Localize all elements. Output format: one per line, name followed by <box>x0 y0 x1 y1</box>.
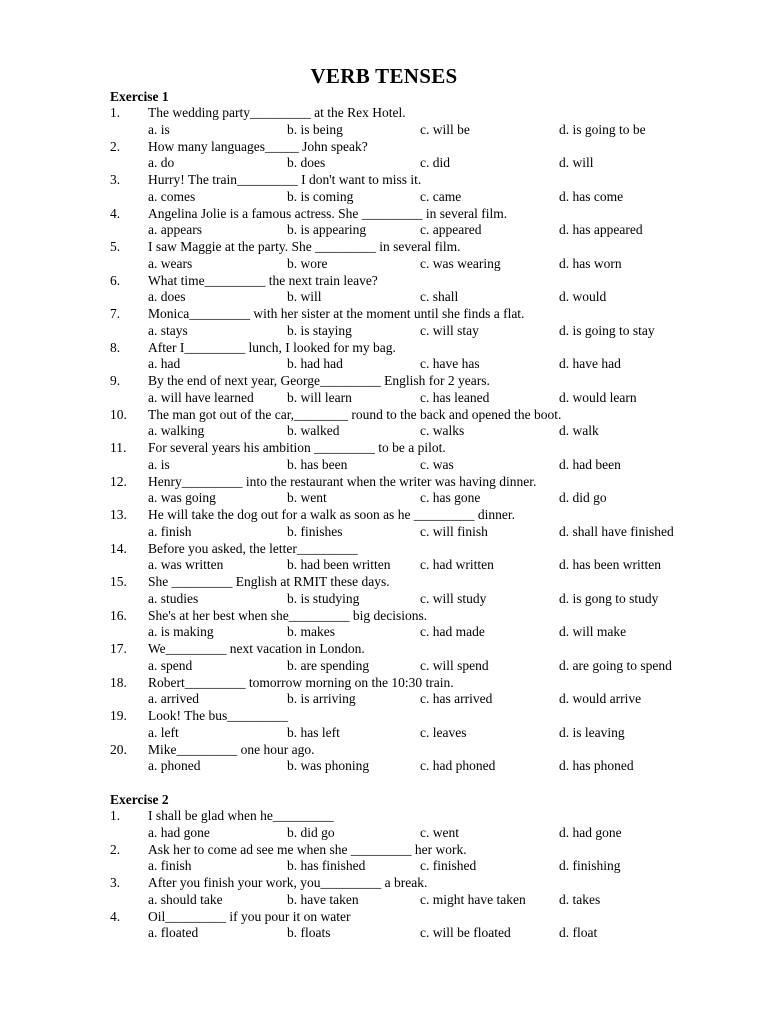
option-a: a. is <box>148 121 170 137</box>
answer-options <box>110 591 730 608</box>
option-b: b. is coming <box>287 188 354 204</box>
option-c: c. came <box>420 188 462 204</box>
option-a: a. left <box>148 724 179 740</box>
question <box>110 842 730 876</box>
question-text: I shall be glad when he_________ <box>148 808 334 823</box>
question-number: 2. <box>110 841 121 857</box>
question-text: Monica_________ with her sister at the moment until she finds a flat. <box>148 306 525 321</box>
question-text: After I_________ lunch, I looked for my bag. <box>148 339 396 355</box>
question-number: 15. <box>110 574 127 589</box>
question-number: 8. <box>110 339 121 355</box>
answer-options <box>110 289 730 306</box>
answer-options <box>110 892 730 909</box>
option-d: d. will <box>559 155 594 171</box>
question-line <box>110 139 730 156</box>
answer-options <box>110 423 730 440</box>
question-text: Look! The bus_________ <box>148 708 288 723</box>
question-text: He will take the dog out for a walk as soon as he _________ dinner. <box>148 507 516 522</box>
option-c: c. will be floated <box>420 925 511 941</box>
option-c: c. has arrived <box>420 691 493 707</box>
option-c: c. walks <box>420 423 465 439</box>
answer-options <box>110 189 730 206</box>
option-b: b. is studying <box>287 590 360 606</box>
option-a: a. studies <box>148 590 199 606</box>
option-a: a. is <box>148 456 170 472</box>
option-a: a. had gone <box>148 824 210 840</box>
question-line <box>110 875 730 892</box>
option-b: b. is staying <box>287 322 352 338</box>
question <box>110 373 730 407</box>
option-b: b. is being <box>287 121 343 137</box>
exercise-heading: Exercise 2 <box>110 792 169 807</box>
exercise-heading: Exercise 1 <box>110 89 169 104</box>
question <box>110 206 730 240</box>
option-d: d. is going to stay <box>559 322 655 338</box>
question-line <box>110 407 730 424</box>
option-a: a. finish <box>148 858 192 874</box>
option-a: a. does <box>148 289 186 305</box>
option-c: c. did <box>420 155 450 171</box>
question-text: Robert_________ tomorrow morning on the 10:30 train. <box>148 674 454 690</box>
question <box>110 407 730 441</box>
question-text: We_________ next vacation in London. <box>148 641 365 656</box>
question-line <box>110 574 730 591</box>
option-b: b. has left <box>287 724 340 740</box>
option-a: a. comes <box>148 188 196 204</box>
answer-options <box>110 524 730 541</box>
question-line <box>110 541 730 558</box>
option-a: a. finish <box>148 523 192 539</box>
option-d: d. has come <box>559 188 624 204</box>
question-number: 2. <box>110 138 121 154</box>
question-text: She _________ English at RMIT these days. <box>148 574 390 589</box>
question-number: 1. <box>110 105 121 120</box>
option-d: d. are going to spend <box>559 657 672 673</box>
answer-options <box>110 457 730 474</box>
option-d: d. has appeared <box>559 222 643 238</box>
option-d: d. had gone <box>559 824 622 840</box>
answer-options <box>110 658 730 675</box>
answer-options <box>110 825 730 842</box>
option-b: b. did go <box>287 824 335 840</box>
question-line <box>110 842 730 859</box>
option-a: a. phoned <box>148 758 201 774</box>
question-text: Hurry! The train_________ I don't want to miss it. <box>148 172 422 187</box>
question-number: 11. <box>110 440 127 455</box>
option-b: b. floats <box>287 925 331 941</box>
exercise-1 <box>110 88 730 775</box>
option-a: a. do <box>148 155 175 171</box>
question-line <box>110 306 730 323</box>
option-c: c. appeared <box>420 222 482 238</box>
option-d: d. would arrive <box>559 691 642 707</box>
option-b: b. have taken <box>287 891 359 907</box>
option-a: a. floated <box>148 925 199 941</box>
question-line <box>110 206 730 223</box>
question <box>110 105 730 139</box>
answer-options <box>110 725 730 742</box>
option-b: b. makes <box>287 624 335 640</box>
option-c: c. might have taken <box>420 891 526 907</box>
question-text: The wedding party_________ at the Rex Hotel. <box>148 105 406 120</box>
answer-options <box>110 858 730 875</box>
answer-options <box>110 758 730 775</box>
question-number: 10. <box>110 406 127 422</box>
question-text: Mike_________ one hour ago. <box>148 741 315 757</box>
answer-options <box>110 122 730 139</box>
question-number: 13. <box>110 507 127 522</box>
question-number: 7. <box>110 306 121 321</box>
question-line <box>110 239 730 256</box>
question-list <box>110 105 730 775</box>
question <box>110 875 730 909</box>
option-d: d. has worn <box>559 255 622 271</box>
answer-options <box>110 691 730 708</box>
question-number: 9. <box>110 373 121 388</box>
option-a: a. stays <box>148 322 188 338</box>
exercise-2 <box>110 791 730 942</box>
question-text: She's at her best when she_________ big decisions. <box>148 607 428 623</box>
question <box>110 239 730 273</box>
option-d: d. has been written <box>559 557 661 573</box>
question <box>110 507 730 541</box>
question-number: 17. <box>110 641 127 656</box>
option-b: b. had had <box>287 356 343 372</box>
option-d: d. will make <box>559 624 627 640</box>
option-c: c. will stay <box>420 322 479 338</box>
question-line <box>110 373 730 390</box>
option-a: a. spend <box>148 657 193 673</box>
question-text: After you finish your work, you_________ a break. <box>148 875 428 890</box>
option-d: d. has phoned <box>559 758 634 774</box>
option-b: b. does <box>287 155 326 171</box>
question-number: 12. <box>110 473 127 489</box>
question-line <box>110 641 730 658</box>
question-number: 20. <box>110 741 127 757</box>
option-b: b. will <box>287 289 322 305</box>
answer-options <box>110 624 730 641</box>
question-line <box>110 742 730 759</box>
option-d: d. shall have finished <box>559 523 674 539</box>
option-b: b. was phoning <box>287 758 370 774</box>
question-number: 18. <box>110 674 127 690</box>
question-number: 1. <box>110 808 121 823</box>
question-text: Before you asked, the letter_________ <box>148 540 358 556</box>
question-line <box>110 675 730 692</box>
question-line <box>110 474 730 491</box>
option-a: a. wears <box>148 255 193 271</box>
question <box>110 440 730 474</box>
option-c: c. leaves <box>420 724 467 740</box>
answer-options <box>110 490 730 507</box>
option-d: d. is leaving <box>559 724 625 740</box>
question <box>110 574 730 608</box>
question <box>110 708 730 742</box>
question <box>110 641 730 675</box>
answer-options <box>110 155 730 172</box>
option-d: d. float <box>559 925 598 941</box>
option-d: d. would <box>559 289 607 305</box>
option-b: b. has finished <box>287 858 366 874</box>
question <box>110 139 730 173</box>
question-number: 6. <box>110 272 121 288</box>
option-b: b. wore <box>287 255 328 271</box>
option-c: c. has leaned <box>420 389 490 405</box>
question <box>110 474 730 508</box>
option-a: a. was written <box>148 557 224 573</box>
question-text: Angelina Jolie is a famous actress. She _________ in several film. <box>148 205 508 221</box>
option-d: d. had been <box>559 456 621 472</box>
option-c: c. had written <box>420 557 494 573</box>
question-list <box>110 808 730 942</box>
option-d: d. is going to be <box>559 121 646 137</box>
option-c: c. was wearing <box>420 255 501 271</box>
question-line <box>110 808 730 825</box>
option-d: d. is gong to study <box>559 590 659 606</box>
option-b: b. had been written <box>287 557 391 573</box>
question-line <box>110 909 730 926</box>
question-line <box>110 708 730 725</box>
question-text: How many languages_____ John speak? <box>148 138 368 154</box>
option-d: d. finishing <box>559 858 621 874</box>
option-a: a. was going <box>148 490 216 506</box>
option-c: c. will spend <box>420 657 489 673</box>
question <box>110 675 730 709</box>
option-a: a. appears <box>148 222 202 238</box>
option-c: c. had made <box>420 624 485 640</box>
question-line <box>110 608 730 625</box>
option-a: a. had <box>148 356 181 372</box>
option-b: b. are spending <box>287 657 370 673</box>
question <box>110 306 730 340</box>
answer-options <box>110 557 730 574</box>
question <box>110 608 730 642</box>
option-c: c. will be <box>420 121 470 137</box>
question-text: Oil_________ if you pour it on water <box>148 908 351 924</box>
option-c: c. went <box>420 824 459 840</box>
question <box>110 340 730 374</box>
option-b: b. went <box>287 490 327 506</box>
question-line <box>110 172 730 189</box>
question-line <box>110 273 730 290</box>
question-number: 14. <box>110 540 127 556</box>
question <box>110 742 730 776</box>
option-d: d. walk <box>559 423 599 439</box>
answer-options <box>110 925 730 942</box>
question-text: Ask her to come ad see me when she _________ her work. <box>148 841 467 857</box>
option-a: a. is making <box>148 624 214 640</box>
answer-options <box>110 390 730 407</box>
question <box>110 808 730 842</box>
question-line <box>110 105 730 122</box>
question-text: I saw Maggie at the party. She _________ in several film. <box>148 239 461 254</box>
option-b: b. is appearing <box>287 222 367 238</box>
option-a: a. arrived <box>148 691 199 707</box>
question <box>110 541 730 575</box>
answer-options <box>110 356 730 373</box>
option-a: a. will have learned <box>148 389 254 405</box>
question-number: 16. <box>110 607 127 623</box>
question-text: Henry_________ into the restaurant when the writer was having dinner. <box>148 473 537 489</box>
option-b: b. has been <box>287 456 348 472</box>
option-d: d. have had <box>559 356 621 372</box>
option-b: b. finishes <box>287 523 343 539</box>
option-a: a. should take <box>148 891 223 907</box>
question-number: 3. <box>110 172 121 187</box>
question-number: 4. <box>110 908 121 924</box>
option-a: a. walking <box>148 423 205 439</box>
answer-options <box>110 323 730 340</box>
option-c: c. finished <box>420 858 477 874</box>
answer-options <box>110 222 730 239</box>
option-c: c. had phoned <box>420 758 496 774</box>
question-number: 19. <box>110 708 127 723</box>
question-line <box>110 507 730 524</box>
option-c: c. was <box>420 456 454 472</box>
option-d: d. would learn <box>559 389 637 405</box>
option-b: b. will learn <box>287 389 352 405</box>
option-c: c. shall <box>420 289 459 305</box>
option-c: c. will study <box>420 590 487 606</box>
option-c: c. has gone <box>420 490 481 506</box>
question-text: By the end of next year, George_________ English for 2 years. <box>148 373 490 388</box>
question <box>110 909 730 943</box>
question-line <box>110 440 730 457</box>
question <box>110 172 730 206</box>
option-d: d. did go <box>559 490 607 506</box>
question <box>110 273 730 307</box>
question-number: 5. <box>110 239 121 254</box>
page-title: VERB TENSES <box>310 64 458 88</box>
answer-options <box>110 256 730 273</box>
option-b: b. walked <box>287 423 340 439</box>
question-number: 4. <box>110 205 121 221</box>
option-b: b. is arriving <box>287 691 356 707</box>
option-c: c. will finish <box>420 523 488 539</box>
option-d: d. takes <box>559 891 601 907</box>
question-line <box>110 340 730 357</box>
question-text: The man got out of the car,________ round to the back and opened the boot. <box>148 406 562 422</box>
question-number: 3. <box>110 875 121 890</box>
question-text: For several years his ambition _________ to be a pilot. <box>148 440 446 455</box>
question-text: What time_________ the next train leave? <box>148 272 378 288</box>
option-c: c. have has <box>420 356 480 372</box>
